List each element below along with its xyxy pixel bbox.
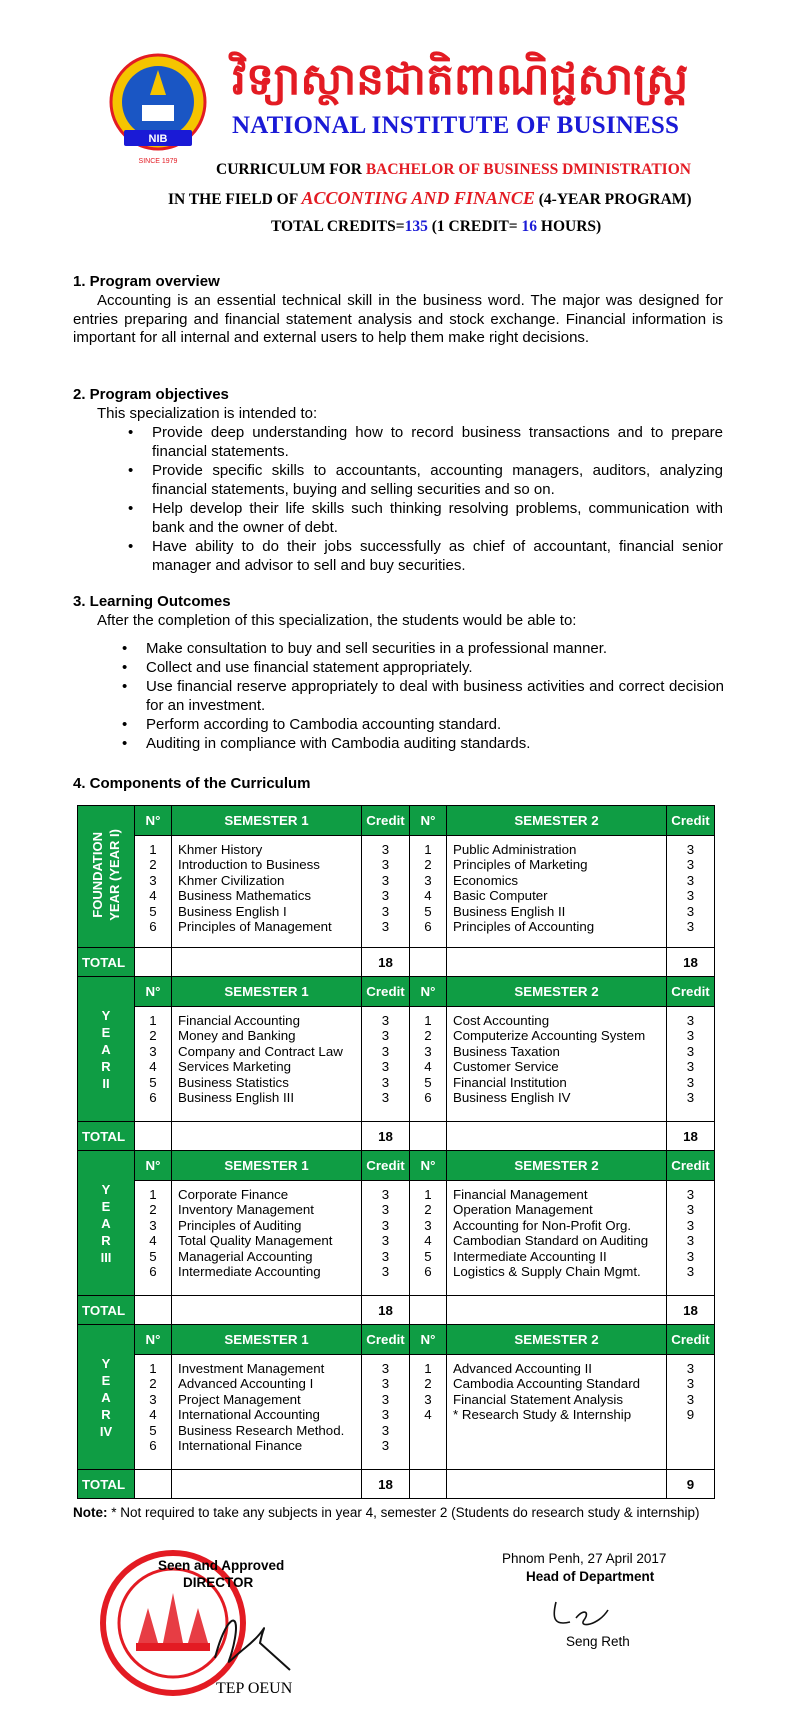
table-cell: Basic Computer: [453, 888, 548, 904]
semester-2-credits: [667, 1355, 715, 1470]
col-header-credit: Credit: [362, 977, 410, 1007]
table-cell: 3: [686, 857, 695, 873]
table-cell: Introduction to Business: [178, 857, 320, 873]
table-cell: 3: [381, 1233, 390, 1249]
table-cell: Khmer History: [178, 842, 263, 857]
semester-1-numbers: [135, 836, 172, 948]
table-cell: Financial Institution: [453, 1074, 567, 1090]
director-name: TEP OEUN: [216, 1680, 293, 1697]
table-cell: Financial Statement Analysis: [453, 1391, 623, 1407]
table-cell: Principles of Marketing: [453, 857, 588, 873]
table-cell: 3: [686, 903, 695, 919]
table-cell: 2: [424, 857, 432, 873]
table-cell: 6: [424, 1263, 432, 1279]
table-cell: Services Marketing: [178, 1059, 292, 1075]
col-header-no: N°: [135, 977, 172, 1007]
hours-label: HOURS): [537, 218, 602, 235]
objective-item: • Have ability to do their jobs successfully as chief of accountant, financial senior manager and advisor to sell and buy securities.: [152, 538, 723, 575]
note: [73, 1505, 700, 1520]
semester-1-numbers: [135, 1007, 172, 1122]
director-title: DIRECTOR: [183, 1575, 254, 1590]
table-cell: 3: [686, 888, 695, 904]
semester-2-subjects: [447, 1355, 667, 1470]
semester-1-total: 18: [362, 1296, 410, 1325]
semester-1-total: 18: [362, 1122, 410, 1151]
objective-item: • Provide specific skills to accountants, accounting managers, auditors, analyzing financial statements, buying and selling securities and so on.: [152, 462, 723, 499]
col-header-credit: Credit: [667, 1151, 715, 1181]
table-cell: Corporate Finance: [178, 1187, 289, 1202]
table-cell: 1: [424, 1361, 432, 1376]
table-cell: 3: [381, 1187, 390, 1202]
table-cell: Cost Accounting: [453, 1013, 550, 1028]
semester-1-subjects: [172, 1181, 362, 1296]
table-cell: 1: [149, 1361, 157, 1376]
table-cell: Principles of Management: [178, 918, 332, 934]
col-header-credit: Credit: [667, 1325, 715, 1355]
components-heading: 4. Components of the Curriculum: [73, 775, 311, 792]
table-cell: 3: [381, 1248, 390, 1264]
col-header-semester-1: SEMESTER 1: [172, 977, 362, 1007]
year-label: FOUNDATION YEAR (YEAR I): [90, 829, 122, 921]
table-cell: 4: [424, 1407, 432, 1423]
table-cell: Investment Management: [178, 1361, 325, 1376]
table-cell: 3: [686, 1028, 695, 1044]
col-header-no: N°: [135, 1325, 172, 1355]
col-header-no: N°: [410, 977, 447, 1007]
table-cell: 3: [686, 1391, 695, 1407]
semester-2-total: 18: [667, 1122, 715, 1151]
semester-1-subjects: [172, 1355, 362, 1470]
table-cell: Public Administration: [453, 842, 577, 857]
table-cell: 3: [686, 1043, 695, 1059]
department-title: Head of Department: [526, 1569, 655, 1584]
credit-hours: 16: [521, 218, 538, 235]
table-cell: Business Mathematics: [178, 888, 312, 904]
curriculum-line: [216, 161, 691, 179]
table-cell: Inventory Management: [178, 1202, 315, 1218]
table-cell: 5: [149, 1248, 157, 1264]
table-cell: 4: [424, 1059, 432, 1075]
table-cell: * Research Study & Internship: [453, 1407, 632, 1423]
col-header-semester-1: SEMESTER 1: [172, 1325, 362, 1355]
semester-1-total: 18: [362, 948, 410, 977]
table-cell: Total Quality Management: [178, 1233, 333, 1249]
table-cell: 3: [381, 1391, 390, 1407]
table-cell: Business Statistics: [178, 1074, 289, 1090]
table-cell: 1: [149, 1013, 157, 1028]
table-cell: Logistics & Supply Chain Mgmt.: [453, 1263, 641, 1279]
credits-label: TOTAL CREDITS=: [271, 218, 405, 235]
table-cell: 3: [381, 918, 390, 934]
table-cell: 3: [381, 1074, 390, 1090]
table-cell: 1: [424, 1013, 432, 1028]
col-header-semester-1: SEMESTER 1: [172, 1151, 362, 1181]
table-cell: 1: [424, 1187, 432, 1202]
table-cell: Business English III: [178, 1089, 295, 1105]
semester-1-numbers: [135, 1355, 172, 1470]
table-cell: 5: [149, 903, 157, 919]
table-cell: Business English I: [178, 903, 287, 919]
outcome-item: • Perform according to Cambodia accounting standard.: [146, 716, 724, 735]
table-cell: 3: [149, 872, 157, 888]
table-cell: 3: [381, 1059, 390, 1075]
semester-2-numbers: [410, 1355, 447, 1470]
table-cell: 3: [686, 1074, 695, 1090]
year-label: Y E A R II: [101, 1007, 111, 1091]
table-cell: 6: [149, 1437, 157, 1453]
year-label: Y E A R IV: [99, 1355, 113, 1439]
table-cell: 3: [381, 888, 390, 904]
table-cell: Khmer Civilization: [178, 872, 285, 888]
table-cell: 2: [149, 1376, 157, 1392]
place-date: Phnom Penh, 27 April 2017: [502, 1551, 667, 1566]
director-signature: [205, 1598, 295, 1678]
table-cell: 3: [424, 1217, 432, 1233]
table-cell: 3: [686, 1059, 695, 1075]
table-cell: 2: [424, 1202, 432, 1218]
table-cell: 3: [381, 1013, 390, 1028]
table-cell: Operation Management: [453, 1202, 593, 1218]
semester-1-credits: [362, 836, 410, 948]
table-cell: 3: [381, 872, 390, 888]
table-cell: 5: [424, 1248, 432, 1264]
table-cell: 3: [686, 1089, 695, 1105]
col-header-semester-1: SEMESTER 1: [172, 806, 362, 836]
table-cell: 3: [381, 842, 390, 857]
table-cell: 3: [381, 1437, 390, 1453]
table-cell: 3: [381, 1089, 390, 1105]
table-cell: 3: [381, 1202, 390, 1218]
table-cell: 3: [424, 872, 432, 888]
col-header-no: N°: [410, 1151, 447, 1181]
table-cell: International Accounting: [178, 1407, 320, 1423]
table-cell: 3: [424, 1391, 432, 1407]
table-cell: Managerial Accounting: [178, 1248, 313, 1264]
table-cell: Project Management: [178, 1391, 301, 1407]
objectives-intro: This specialization is intended to:: [97, 405, 318, 422]
table-cell: Business English IV: [453, 1089, 571, 1105]
table-cell: Advanced Accounting I: [178, 1376, 314, 1392]
semester-2-credits: [667, 836, 715, 948]
col-header-no: N°: [410, 806, 447, 836]
khmer-title: វិទ្យាស្ថានជាតិពាណិជ្ជសាស្ត្រ: [232, 54, 689, 105]
col-header-no: N°: [135, 806, 172, 836]
logo-abbrev: NIB: [148, 133, 168, 145]
year-label-cell: [78, 806, 135, 948]
table-cell: 6: [424, 1089, 432, 1105]
table-cell: 3: [381, 1361, 390, 1376]
table-cell: 3: [381, 1376, 390, 1392]
semester-2-total: 18: [667, 1296, 715, 1325]
semester-1-subjects: [172, 1007, 362, 1122]
table-cell: 3: [686, 1248, 695, 1264]
table-cell: 9: [686, 1407, 695, 1423]
table-cell: Business Taxation: [453, 1043, 560, 1059]
table-cell: 4: [424, 888, 432, 904]
table-cell: 2: [424, 1376, 432, 1392]
table-cell: Cambodia Accounting Standard: [453, 1376, 641, 1392]
institute-name: NATIONAL INSTITUTE OF BUSINESS: [232, 112, 680, 139]
semester-1-credits: [362, 1007, 410, 1122]
table-cell: 3: [686, 1217, 695, 1233]
semester-2-credits: [667, 1007, 715, 1122]
field-line: [168, 188, 692, 209]
col-header-credit: Credit: [362, 1325, 410, 1355]
table-cell: Company and Contract Law: [178, 1043, 343, 1059]
table-cell: 4: [149, 1059, 157, 1075]
table-cell: 3: [381, 1217, 390, 1233]
table-cell: 5: [424, 903, 432, 919]
table-cell: Accounting for Non-Profit Org.: [453, 1217, 632, 1233]
table-cell: 3: [149, 1217, 157, 1233]
note-label: Note:: [73, 1505, 108, 1520]
table-cell: Advanced Accounting II: [453, 1361, 592, 1376]
table-cell: 6: [424, 918, 432, 934]
semester-2-total: 18: [667, 948, 715, 977]
semester-1-credits: [362, 1355, 410, 1470]
table-cell: 5: [424, 1074, 432, 1090]
table-cell: Money and Banking: [178, 1028, 296, 1044]
col-header-no: N°: [135, 1151, 172, 1181]
table-cell: 3: [686, 872, 695, 888]
table-cell: 4: [149, 1407, 157, 1423]
total-label: TOTAL: [78, 1122, 135, 1151]
table-cell: Cambodian Standard on Auditing: [453, 1233, 649, 1249]
semester-2-numbers: [410, 836, 447, 948]
table-cell: Intermediate Accounting: [178, 1263, 321, 1279]
total-label: TOTAL: [78, 1296, 135, 1325]
semester-2-numbers: [410, 1181, 447, 1296]
table-cell: 3: [686, 1187, 695, 1202]
table-cell: 6: [149, 1089, 157, 1105]
table-cell: 3: [381, 1043, 390, 1059]
year-label-cell: [78, 1151, 135, 1296]
table-cell: 3: [686, 842, 695, 857]
table-cell: 3: [381, 1407, 390, 1423]
table-cell: 2: [149, 1202, 157, 1218]
table-cell: Principles of Auditing: [178, 1217, 302, 1233]
table-cell: 2: [424, 1028, 432, 1044]
credits-line: [271, 218, 601, 236]
col-header-credit: Credit: [667, 806, 715, 836]
semester-1-numbers: [135, 1181, 172, 1296]
institute-logo: [108, 50, 208, 168]
table-cell: Computerize Accounting System: [453, 1028, 646, 1044]
objective-item: • Help develop their life skills such thinking resolving problems, communication with bank and the owner of debt.: [152, 500, 723, 537]
note-text: * Not required to take any subjects in year 4, semester 2 (Students do research study & internship): [107, 1505, 700, 1520]
col-header-no: N°: [410, 1325, 447, 1355]
table-cell: 5: [149, 1422, 157, 1438]
col-header-semester-2: SEMESTER 2: [447, 1325, 667, 1355]
table-cell: 3: [686, 1361, 695, 1376]
table-cell: 3: [381, 1028, 390, 1044]
col-header-credit: Credit: [667, 977, 715, 1007]
table-cell: 3: [381, 857, 390, 873]
program-length: (4-YEAR PROGRAM): [534, 191, 692, 208]
field-prefix: IN THE FIELD OF: [168, 191, 302, 208]
semester-1-subjects: [172, 836, 362, 948]
col-header-semester-2: SEMESTER 2: [447, 1151, 667, 1181]
table-cell: 3: [686, 1202, 695, 1218]
table-cell: 3: [424, 1043, 432, 1059]
table-cell: 1: [149, 842, 157, 857]
overview-heading: 1. Program overview: [73, 273, 220, 290]
table-cell: Intermediate Accounting II: [453, 1248, 607, 1264]
semester-2-subjects: [447, 836, 667, 948]
table-cell: 3: [381, 1263, 390, 1279]
table-cell: Principles of Accounting: [453, 918, 595, 934]
table-cell: 2: [149, 1028, 157, 1044]
outcomes-intro: After the completion of this specialization, the students would be able to:: [97, 612, 577, 629]
approval-text: Seen and Approved: [158, 1558, 285, 1573]
department-head-signature: [548, 1598, 618, 1632]
table-cell: 1: [424, 842, 432, 857]
table-cell: 5: [149, 1074, 157, 1090]
total-label: TOTAL: [78, 948, 135, 977]
curriculum-table: [77, 805, 715, 1499]
table-cell: 6: [149, 1263, 157, 1279]
table-cell: Customer Service: [453, 1059, 559, 1075]
objective-item: • Provide deep understanding how to record business transactions and to prepare financial statements.: [152, 424, 723, 461]
field-name: ACCONTING AND FINANCE: [301, 188, 535, 208]
credit-def-label: (1 CREDIT=: [427, 218, 522, 235]
year-label-cell: [78, 977, 135, 1122]
table-cell: 3: [381, 1422, 390, 1438]
table-cell: 4: [424, 1233, 432, 1249]
semester-1-total: 18: [362, 1470, 410, 1499]
semester-2-credits: [667, 1181, 715, 1296]
curriculum-prefix: CURRICULUM FOR: [216, 161, 366, 178]
col-header-credit: Credit: [362, 806, 410, 836]
col-header-semester-2: SEMESTER 2: [447, 977, 667, 1007]
table-cell: 6: [149, 918, 157, 934]
table-cell: Business English II: [453, 903, 566, 919]
table-cell: International Finance: [178, 1437, 303, 1453]
table-cell: 3: [149, 1391, 157, 1407]
semester-2-subjects: [447, 1181, 667, 1296]
table-cell: 1: [149, 1187, 157, 1202]
table-cell: 3: [686, 918, 695, 934]
table-cell: 3: [686, 1376, 695, 1392]
outcome-item: • Make consultation to buy and sell securities in a professional manner.: [146, 640, 724, 659]
table-cell: 2: [149, 857, 157, 873]
table-cell: 3: [686, 1263, 695, 1279]
table-cell: Financial Accounting: [178, 1013, 300, 1028]
year-label-cell: [78, 1325, 135, 1470]
table-cell: Business Research Method.: [178, 1422, 345, 1438]
semester-2-numbers: [410, 1007, 447, 1122]
table-cell: 3: [686, 1013, 695, 1028]
col-header-credit: Credit: [362, 1151, 410, 1181]
table-cell: 4: [149, 888, 157, 904]
table-cell: Financial Management: [453, 1187, 588, 1202]
year-label: Y E A R III: [100, 1181, 112, 1265]
outcome-item: • Use financial reserve appropriately to deal with business activities and correct decision for an investment.: [146, 678, 724, 715]
col-header-semester-2: SEMESTER 2: [447, 806, 667, 836]
total-credits: 135: [404, 218, 428, 235]
logo-since: SINCE 1979: [138, 158, 178, 165]
table-cell: 3: [686, 1233, 695, 1249]
table-cell: 3: [381, 903, 390, 919]
table-cell: 3: [149, 1043, 157, 1059]
table-cell: Economics: [453, 872, 519, 888]
semester-2-total: 9: [667, 1470, 715, 1499]
department-head-name: Seng Reth: [566, 1634, 630, 1649]
degree-name: BACHELOR OF BUSINESS DMINISTRATION: [365, 161, 691, 178]
outcomes-heading: 3. Learning Outcomes: [73, 593, 231, 610]
table-cell: 4: [149, 1233, 157, 1249]
overview-text: Accounting is an essential technical skill in the business word. The major was designed for entries preparing and financial statement analysis and stock exchange. Financial information is important for all internal and external users to help them make right decisions.: [73, 292, 723, 346]
semester-1-credits: [362, 1181, 410, 1296]
semester-2-subjects: [447, 1007, 667, 1122]
outcome-item: • Auditing in compliance with Cambodia auditing standards.: [146, 735, 724, 754]
objectives-heading: 2. Program objectives: [73, 386, 229, 403]
outcome-item: • Collect and use financial statement appropriately.: [146, 659, 724, 678]
total-label: TOTAL: [78, 1470, 135, 1499]
